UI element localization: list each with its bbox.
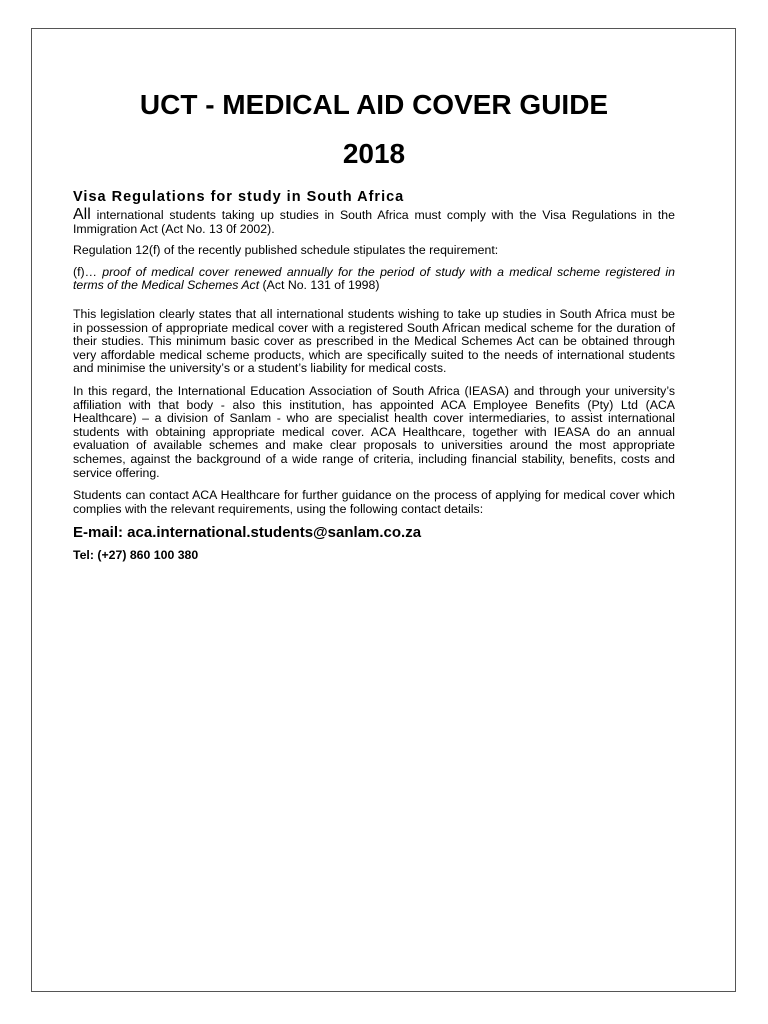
quote-prefix: (f)…	[73, 264, 103, 279]
paragraph-contact-intro: Students can contact ACA Healthcare for further guidance on the process of applying for medical cover which complies with the relevant requirements, using the following contact details:	[73, 488, 675, 516]
document-year: 2018	[342, 138, 406, 169]
section-heading: Visa Regulations for study in South Africa	[73, 189, 405, 205]
paragraph-legislation: This legislation clearly states that all international students wishing to take up studies in South Africa must be in possession of appropriate medical cover with a registered South African medical scheme for the duration of their studies. This minimum basic cover as prescribed in the Medical Schemes Act can be obtained through very affordable medical scheme products, which are specifically suited to the needs of international students and minimise the university’s or a student’s liability for medical costs.	[73, 306, 675, 376]
paragraph-requirement-quote	[73, 266, 675, 293]
quote-suffix: (Act No. 131 of 1998)	[259, 278, 380, 293]
paragraph-visa-compliance	[73, 208, 675, 236]
document-title: UCT - MEDICAL AID COVER GUIDE	[139, 89, 609, 120]
paragraph-ieasa: In this regard, the International Education Association of South Africa (IEASA) and through your university’s affiliation with that body - also this institution, has appointed ACA Employee Benefits (Pty) Ltd (ACA Healthcare) – a division of Sanlam - who are specialist health cover intermediaries, to assist international students with obtaining appropriate medical cover. ACA Healthcare, together with IEASA do an annual evaluation of available schemes and make clear proposals to universities around the most appropriate schemes, against the background of a wide range of criteria, including financial stability, benefits, costs and service offering.	[73, 383, 675, 480]
paragraph-regulation: Regulation 12(f) of the recently published schedule stipulates the requirement:	[73, 243, 499, 258]
document-body	[73, 86, 675, 562]
paragraph-first-word: All	[73, 206, 91, 223]
contact-telephone: Tel: (+27) 860 100 380	[73, 548, 199, 563]
paragraph-text: international students taking up studies in South Africa must comply with the Visa Regulations in the Immigration Act (Act No. 13 0f 2002).	[73, 208, 675, 236]
contact-email[interactable]: E-mail: aca.international.students@sanlam.co.za	[73, 524, 422, 542]
quote-italic-text: proof of medical cover renewed annually for the period of study with a medical scheme registered in terms of the Medical Schemes Act	[73, 264, 676, 293]
